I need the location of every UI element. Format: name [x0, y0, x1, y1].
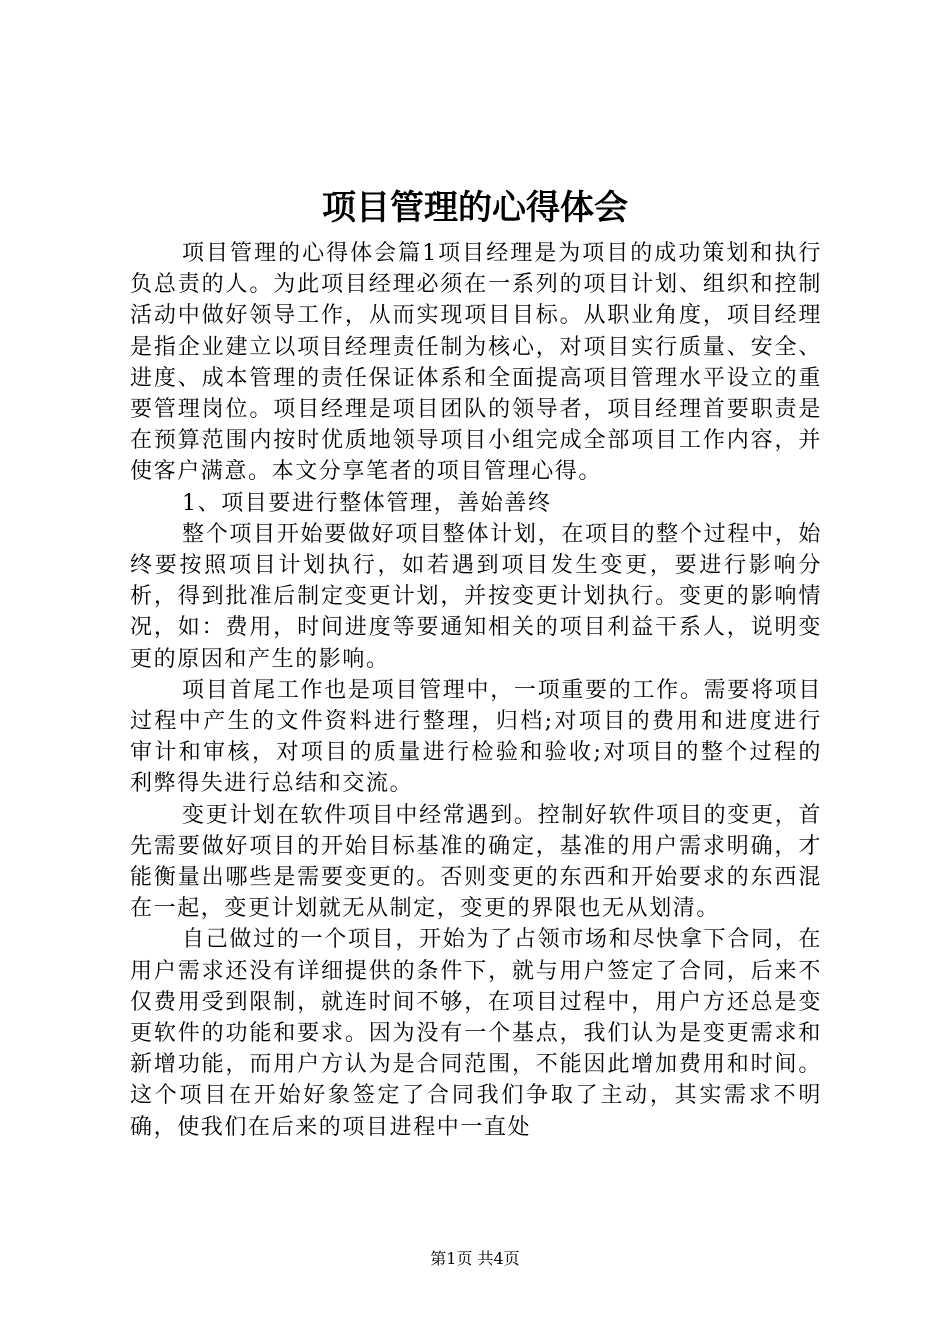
section-heading-1: 1、项目要进行整体管理，善始善终 — [182, 490, 552, 516]
document-title: 项目管理的心得体会 — [322, 188, 628, 228]
document-body — [130, 238, 822, 1143]
page-number-footer: 第1页 共4页 — [430, 1249, 520, 1268]
paragraph-change-plan: 变更计划在软件项目中经常遇到。控制好软件项目的变更，首先需要做好项目的开始目标基准的确定，基准的用户需求明确，才能衡量出哪些是需要变更的。否则变更的东西和开始要求的东西混在一起，变更计划就无从制定，变更的界限也无从划清。 — [130, 802, 822, 922]
paragraph-project-example: 自己做过的一个项目，开始为了占领市场和尽快拿下合同，在用户需求还没有详细提供的条件下，就与用户签定了合同，后来不仅费用受到限制，就连时间不够，在项目过程中，用户方还总是变更软件的功能和要求。因为没有一个基点，我们认为是变更需求和新增功能，而用户方认为是合同范围，不能因此增加费用和时间。这个项目在开始好象签定了合同我们争取了主动，其实需求不明确，使我们在后来的项目进程中一直处 — [130, 927, 822, 1140]
paragraph-closing-work: 项目首尾工作也是项目管理中，一项重要的工作。需要将项目过程中产生的文件资料进行整理，归档;对项目的费用和进度进行审计和审核，对项目的质量进行检验和验收;对项目的整个过程的利弊得失进行总结和交流。 — [130, 677, 822, 797]
paragraph-overall-plan: 整个项目开始要做好项目整体计划，在项目的整个过程中，始终要按照项目计划执行，如若遇到项目发生变更，要进行影响分析，得到批准后制定变更计划，并按变更计划执行。变更的影响情况，如：费用，时间进度等要通知相关的项目利益干系人，说明变更的原因和产生的影响。 — [130, 521, 822, 672]
paragraph-intro: 项目管理的心得体会篇1项目经理是为项目的成功策划和执行负总责的人。为此项目经理必须在一系列的项目计划、组织和控制活动中做好领导工作，从而实现项目目标。从职业角度，项目经理是指企业建立以项目经理责任制为核心，对项目实行质量、安全、进度、成本管理的责任保证体系和全面提高项目管理水平设立的重要管理岗位。项目经理是项目团队的领导者，项目经理首要职责是在预算范围内按时优质地领导项目小组完成全部项目工作内容，并使客户满意。本文分享笔者的项目管理心得。 — [130, 241, 822, 485]
